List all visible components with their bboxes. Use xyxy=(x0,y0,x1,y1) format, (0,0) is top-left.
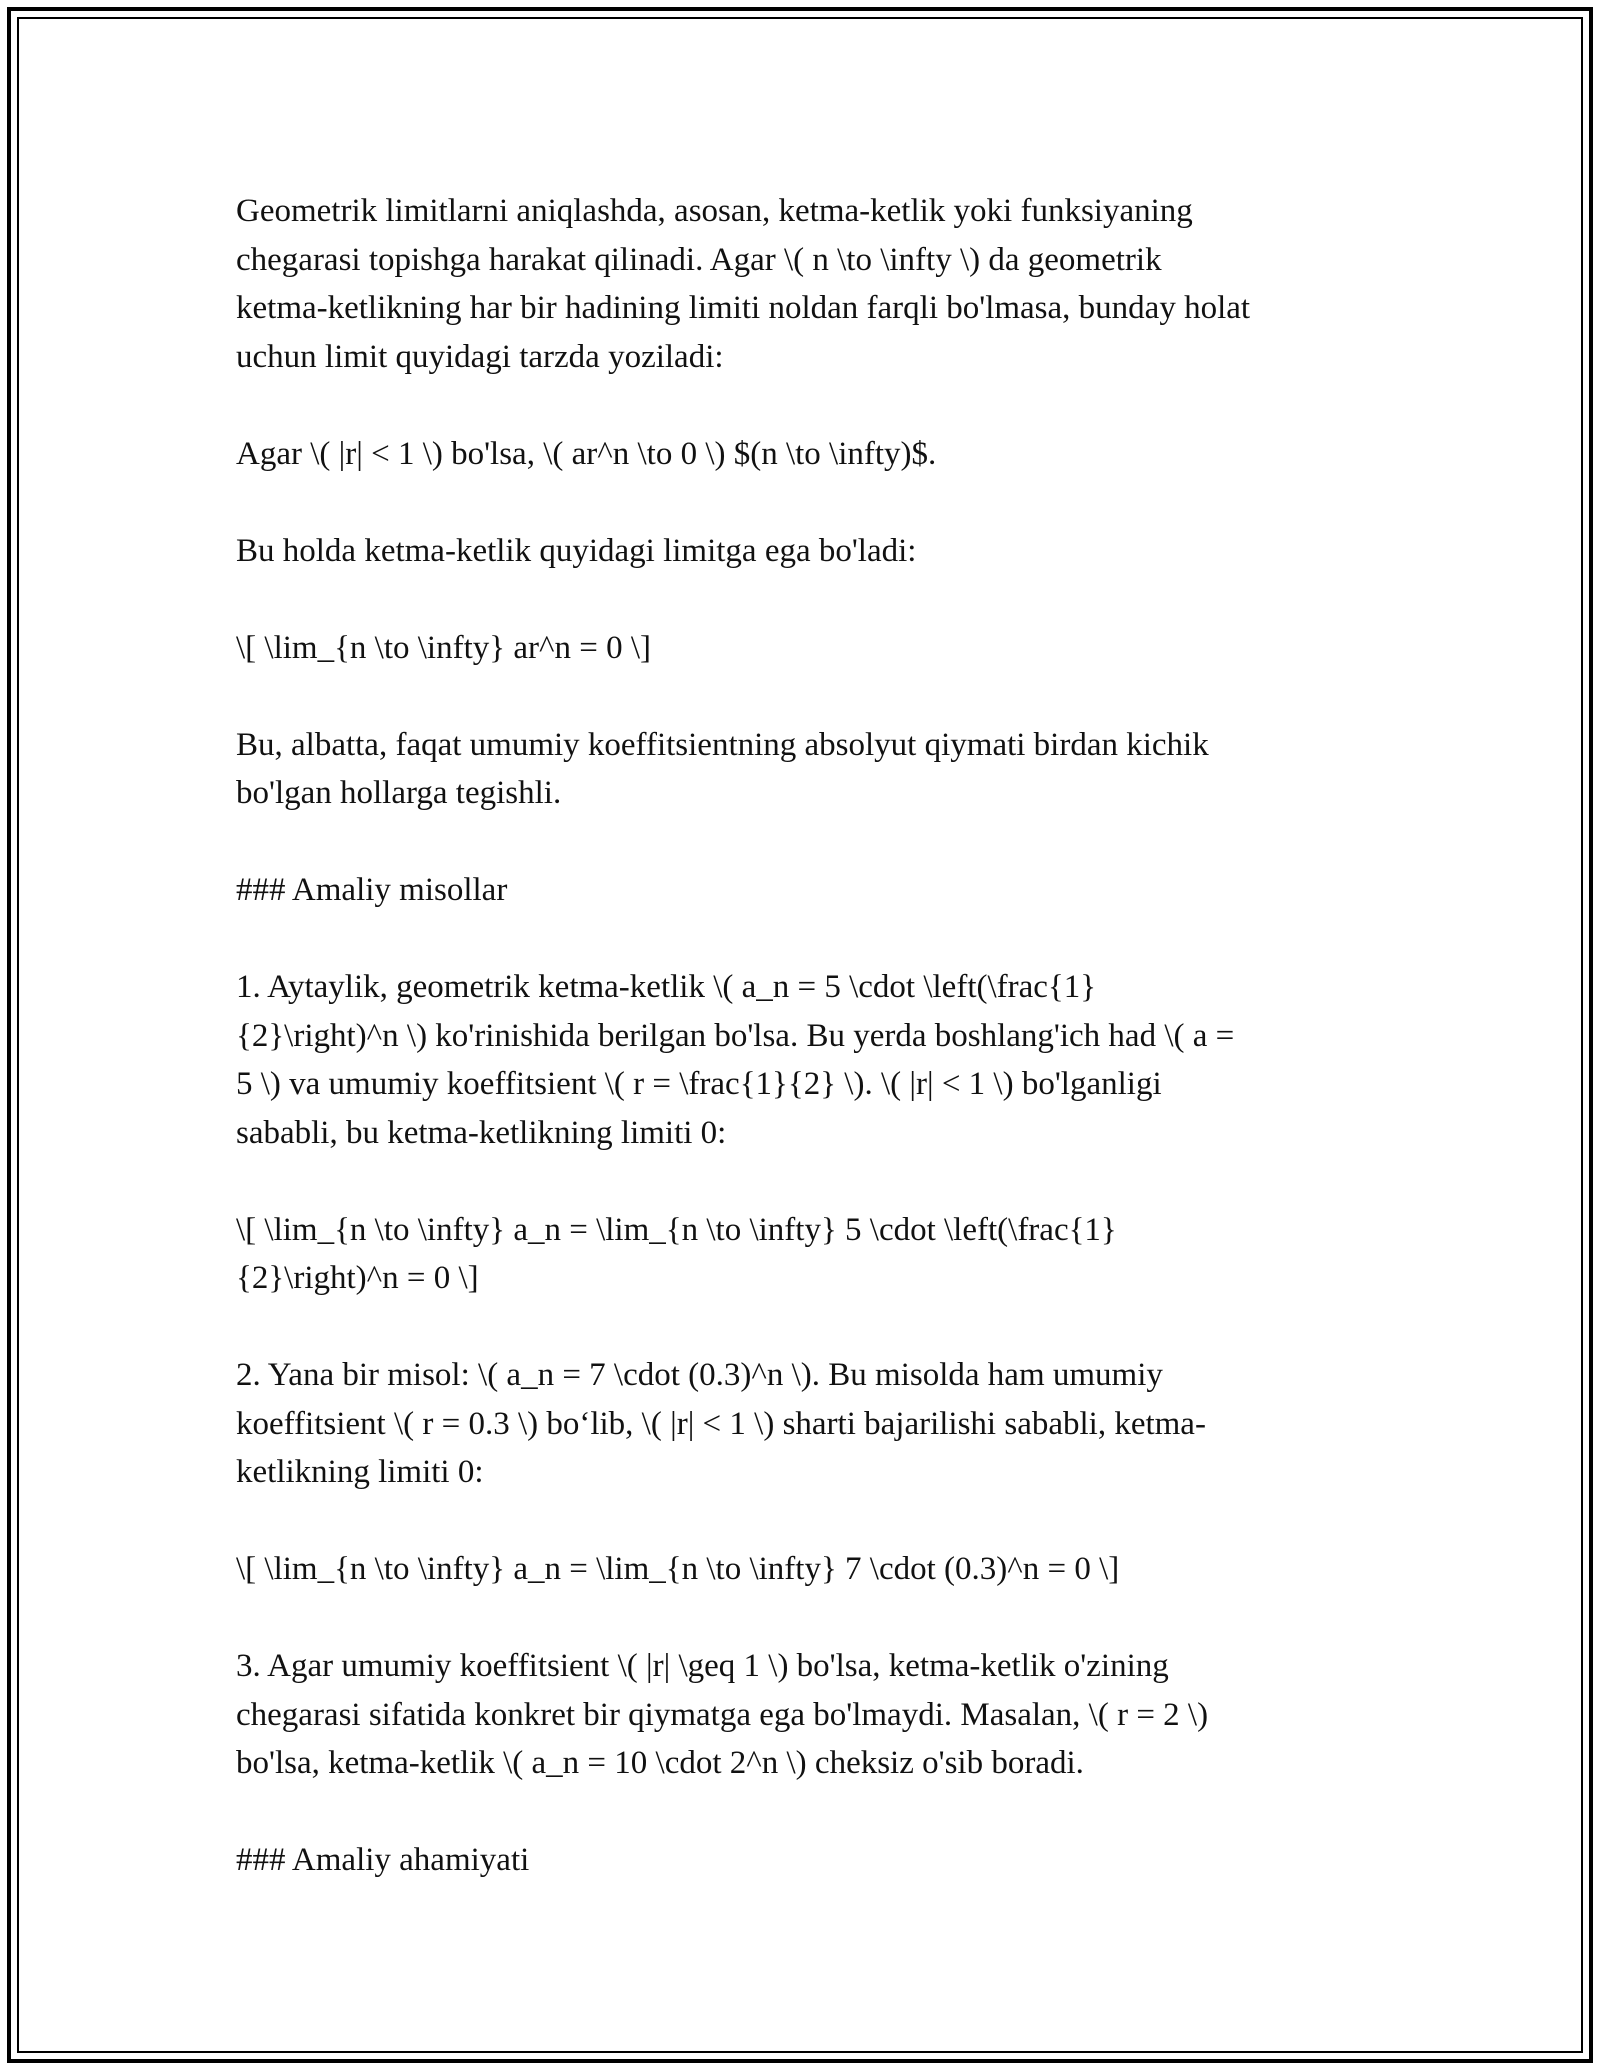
heading-examples: ### Amaliy misollar xyxy=(236,872,508,908)
example-1: 1. Aytaylik, geometrik ketma-ketlik \( a_n = 5 \cdot \left(\frac{1} {2}\right)^n \) ko'rinishida berilgan bo'lsa. Bu yerda boshlang'ich had \( a = 5 \) va umumiy koeffitsient \( r = \frac{1}{2} \). \( |r| < 1 \) bo'lganligi sababli, bu ketma-ketlikning limiti 0: xyxy=(236,969,1235,1151)
paragraph-note: Bu, albatta, faqat umumiy koeffitsientning absolyut qiymati birdan kichik bo'lgan hollarga tegishli. xyxy=(236,726,1209,811)
document-body xyxy=(236,187,1376,1885)
paragraph-condition: Agar \( |r| < 1 \) bo'lsa, \( ar^n \to 0 \) $(n \to \infty)$. xyxy=(236,435,937,472)
formula-limit-general: \[ \lim_{n \to \infty} ar^n = 0 \] xyxy=(236,629,651,666)
paragraph-limit-statement: Bu holda ketma-ketlik quyidagi limitga ega bo'ladi: xyxy=(236,532,917,569)
heading-practical-importance: ### Amaliy ahamiyati xyxy=(236,1842,530,1878)
example-2: 2. Yana bir misol: \( a_n = 7 \cdot (0.3)^n \). Bu misolda ham umumiy koeffitsient \( r = 0.3 \) bo‘lib, \( |r| < 1 \) sharti bajarilishi sababli, ketma- ketlikning limiti 0: xyxy=(236,1357,1206,1490)
formula-example-2: \[ \lim_{n \to \infty} a_n = \lim_{n \to \infty} 7 \cdot (0.3)^n = 0 \] xyxy=(236,1551,1120,1587)
example-3: 3. Agar umumiy koeffitsient \( |r| \geq 1 \) bo'lsa, ketma-ketlik o'zining chegarasi sifatida konkret bir qiymatga ega bo'lmaydi. Masalan, \( r = 2 \) bo'lsa, ketma-ketlik \( a_n = 10 \cdot 2^n \) cheksiz o'sib boradi. xyxy=(236,1648,1209,1781)
paragraph-intro: Geometrik limitlarni aniqlashda, asosan, ketma-ketlik yoki funksiyaning chegarasi topishga harakat qilinadi. Agar \( n \to \infty \) da geometrik ketma-ketlikning har bir hadining limiti noldan farqli bo'lmasa, bunday holat uchun limit quyidagi tarzda yoziladi: xyxy=(236,193,1251,375)
formula-example-1: \[ \lim_{n \to \infty} a_n = \lim_{n \to \infty} 5 \cdot \left(\frac{1} {2}\right)^n = 0 \] xyxy=(236,1211,1117,1296)
